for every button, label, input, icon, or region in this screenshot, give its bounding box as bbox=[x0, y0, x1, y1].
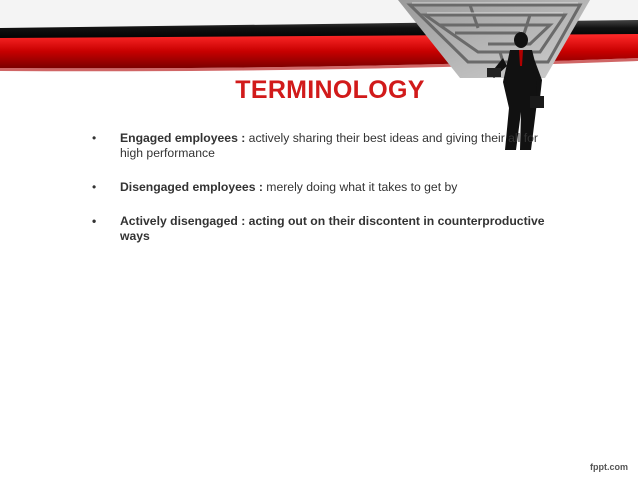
bullet-term: Actively disengaged : acting out on their discontent in counterproductive ways bbox=[120, 214, 545, 243]
brand-watermark: fppt.com bbox=[590, 462, 628, 472]
bullet-definition: actively sharing their best ideas and giving their all for high performance bbox=[120, 131, 538, 160]
bullet-definition: merely doing what it takes to get by bbox=[262, 180, 458, 194]
header-decoration bbox=[0, 0, 638, 150]
bullet-item bbox=[92, 180, 562, 195]
bullet-term: Engaged employees : bbox=[120, 131, 246, 145]
bullet-item bbox=[92, 131, 562, 161]
bullet-dot: • bbox=[92, 131, 97, 145]
bullet-item bbox=[92, 214, 562, 244]
slide-title: TERMINOLOGY bbox=[235, 76, 425, 104]
bullet-dot: • bbox=[92, 180, 97, 194]
bullet-list bbox=[92, 131, 562, 263]
bullet-term: Disengaged employees : bbox=[120, 180, 263, 194]
bullet-dot: • bbox=[92, 214, 97, 228]
